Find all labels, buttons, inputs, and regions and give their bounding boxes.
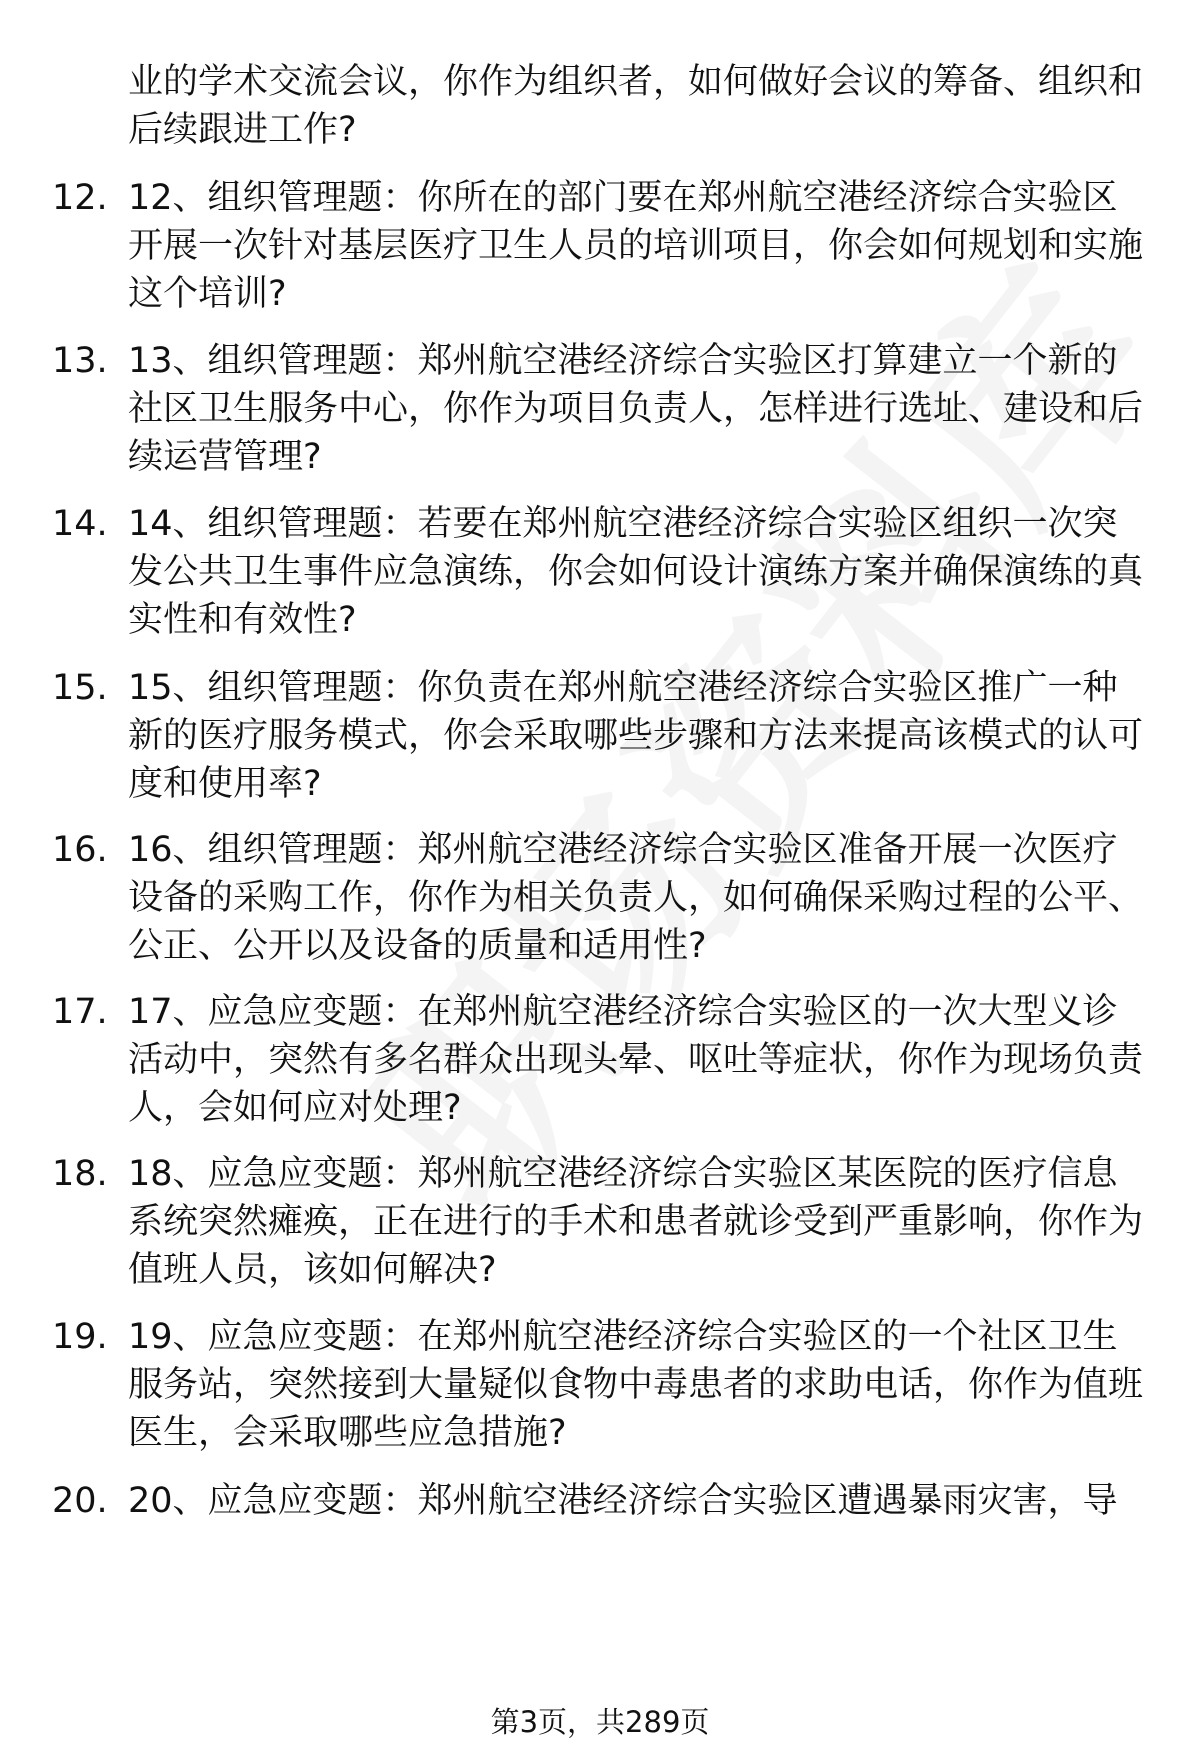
question-number: 16. — [52, 830, 108, 870]
question-text: 20、应急应变题：郑州航空港经济综合实验区遭遇暴雨灾害，导 — [128, 1481, 1118, 1521]
question-number: 20. — [52, 1481, 108, 1521]
continued-question-text: 业的学术交流会议，你作为组织者，如何做好会议的筹备、组织和后续跟进工作? — [128, 62, 1144, 150]
question-number: 15. — [52, 668, 108, 708]
question-number: 13. — [52, 341, 108, 381]
question-text: 13、组织管理题：郑州航空港经济综合实验区打算建立一个新的社区卫生服务中心，你作为项目负责人，怎样进行选址、建设和后续运营管理? — [128, 341, 1144, 477]
question-number: 17. — [52, 992, 108, 1032]
question-number: 14. — [52, 504, 108, 544]
question-text: 12、组织管理题：你所在的部门要在郑州航空港经济综合实验区开展一次针对基层医疗卫生人员的培训项目，你会如何规划和实施这个培训? — [128, 178, 1144, 314]
question-text: 18、应急应变题：郑州航空港经济综合实验区某医院的医疗信息系统突然瘫痪，正在进行的手术和患者就诊受到严重影响，你作为值班人员，该如何解决? — [128, 1154, 1144, 1290]
question-text: 17、应急应变题：在郑州航空港经济综合实验区的一次大型义诊活动中，突然有多名群众出现头晕、呕吐等症状，你作为现场负责人，会如何应对处理? — [128, 992, 1144, 1128]
question-text: 14、组织管理题：若要在郑州航空港经济综合实验区组织一次突发公共卫生事件应急演练，你会如何设计演练方案并确保演练的真实性和有效性? — [128, 504, 1144, 640]
page-footer: 第3页，共289页 — [490, 1705, 710, 1739]
question-number: 19. — [52, 1317, 108, 1357]
question-text: 15、组织管理题：你负责在郑州航空港经济综合实验区推广一种新的医疗服务模式，你会采取哪些步骤和方法来提高该模式的认可度和使用率? — [128, 668, 1144, 804]
question-number: 12. — [52, 178, 108, 218]
question-text: 19、应急应变题：在郑州航空港经济综合实验区的一个社区卫生服务站，突然接到大量疑似食物中毒患者的求助电话，你作为值班医生，会采取哪些应急措施? — [128, 1317, 1144, 1453]
question-text: 16、组织管理题：郑州航空港经济综合实验区准备开展一次医疗设备的采购工作，你作为相关负责人，如何确保采购过程的公平、公正、公开以及设备的质量和适用性? — [128, 830, 1144, 966]
question-number: 18. — [52, 1154, 108, 1194]
